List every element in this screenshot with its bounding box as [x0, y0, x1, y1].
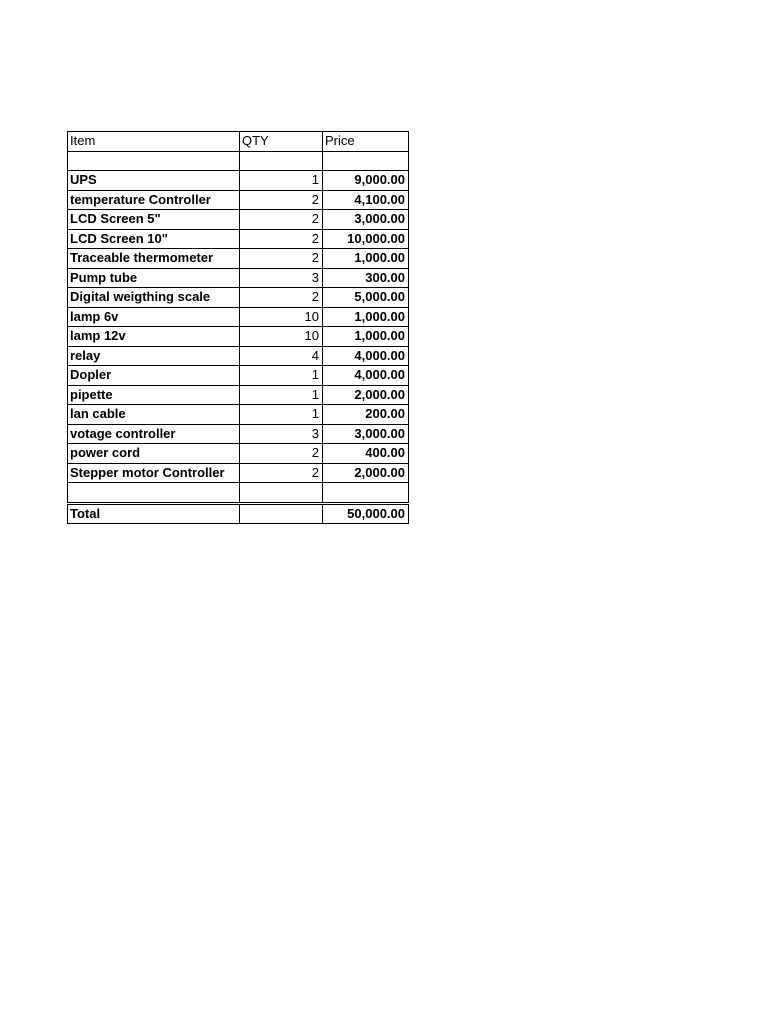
table-row: [68, 385, 409, 405]
header-qty: QTY: [240, 132, 323, 152]
table-row: [68, 249, 409, 269]
header-row: [68, 132, 409, 152]
budget-table: [67, 131, 409, 524]
total-price: 50,000.00: [323, 503, 409, 524]
qty-cell: 1: [240, 385, 323, 405]
table-row: [68, 288, 409, 308]
price-cell: 1,000.00: [323, 307, 409, 327]
item-cell: Digital weigthing scale: [68, 288, 240, 308]
qty-cell: 1: [240, 405, 323, 425]
table-row: [68, 210, 409, 230]
qty-cell: 2: [240, 288, 323, 308]
table-row: [68, 405, 409, 425]
item-cell: power cord: [68, 444, 240, 464]
blank-cell: [68, 151, 240, 171]
qty-cell: 2: [240, 229, 323, 249]
qty-cell: 2: [240, 190, 323, 210]
item-cell: LCD Screen 5": [68, 210, 240, 230]
price-cell: 400.00: [323, 444, 409, 464]
blank-cell: [68, 483, 240, 504]
qty-cell: 2: [240, 249, 323, 269]
qty-cell: 10: [240, 327, 323, 347]
table-row: [68, 307, 409, 327]
total-qty: [240, 503, 323, 524]
qty-cell: 1: [240, 171, 323, 191]
item-cell: lamp 12v: [68, 327, 240, 347]
table-row: [68, 346, 409, 366]
price-cell: 4,000.00: [323, 366, 409, 386]
total-row: [68, 503, 409, 524]
price-cell: 4,000.00: [323, 346, 409, 366]
qty-cell: 1: [240, 366, 323, 386]
table-row: [68, 229, 409, 249]
blank-cell: [323, 151, 409, 171]
item-cell: votage controller: [68, 424, 240, 444]
price-cell: 2,000.00: [323, 463, 409, 483]
item-cell: LCD Screen 10": [68, 229, 240, 249]
qty-cell: 3: [240, 268, 323, 288]
item-cell: Dopler: [68, 366, 240, 386]
price-cell: 5,000.00: [323, 288, 409, 308]
item-cell: Stepper motor Controller: [68, 463, 240, 483]
table-row: [68, 444, 409, 464]
price-cell: 2,000.00: [323, 385, 409, 405]
blank-cell: [323, 483, 409, 504]
table-row: [68, 366, 409, 386]
item-cell: temperature Controller: [68, 190, 240, 210]
qty-cell: 4: [240, 346, 323, 366]
qty-cell: 2: [240, 463, 323, 483]
price-cell: 10,000.00: [323, 229, 409, 249]
blank-cell: [240, 151, 323, 171]
price-cell: 1,000.00: [323, 327, 409, 347]
header-item: Item: [68, 132, 240, 152]
blank-row: [68, 151, 409, 171]
table-row: [68, 424, 409, 444]
qty-cell: 3: [240, 424, 323, 444]
item-cell: Pump tube: [68, 268, 240, 288]
item-cell: UPS: [68, 171, 240, 191]
qty-cell: 2: [240, 444, 323, 464]
blank-row: [68, 483, 409, 504]
table-row: [68, 171, 409, 191]
price-cell: 300.00: [323, 268, 409, 288]
price-cell: 3,000.00: [323, 424, 409, 444]
price-cell: 4,100.00: [323, 190, 409, 210]
price-cell: 9,000.00: [323, 171, 409, 191]
table-row: [68, 463, 409, 483]
total-label: Total: [68, 503, 240, 524]
header-price: Price: [323, 132, 409, 152]
item-cell: lan cable: [68, 405, 240, 425]
item-cell: Traceable thermometer: [68, 249, 240, 269]
price-cell: 200.00: [323, 405, 409, 425]
item-cell: relay: [68, 346, 240, 366]
item-cell: pipette: [68, 385, 240, 405]
qty-cell: 10: [240, 307, 323, 327]
qty-cell: 2: [240, 210, 323, 230]
price-cell: 3,000.00: [323, 210, 409, 230]
table-row: [68, 268, 409, 288]
blank-cell: [240, 483, 323, 504]
table-row: [68, 190, 409, 210]
price-cell: 1,000.00: [323, 249, 409, 269]
table-row: [68, 327, 409, 347]
item-cell: lamp 6v: [68, 307, 240, 327]
